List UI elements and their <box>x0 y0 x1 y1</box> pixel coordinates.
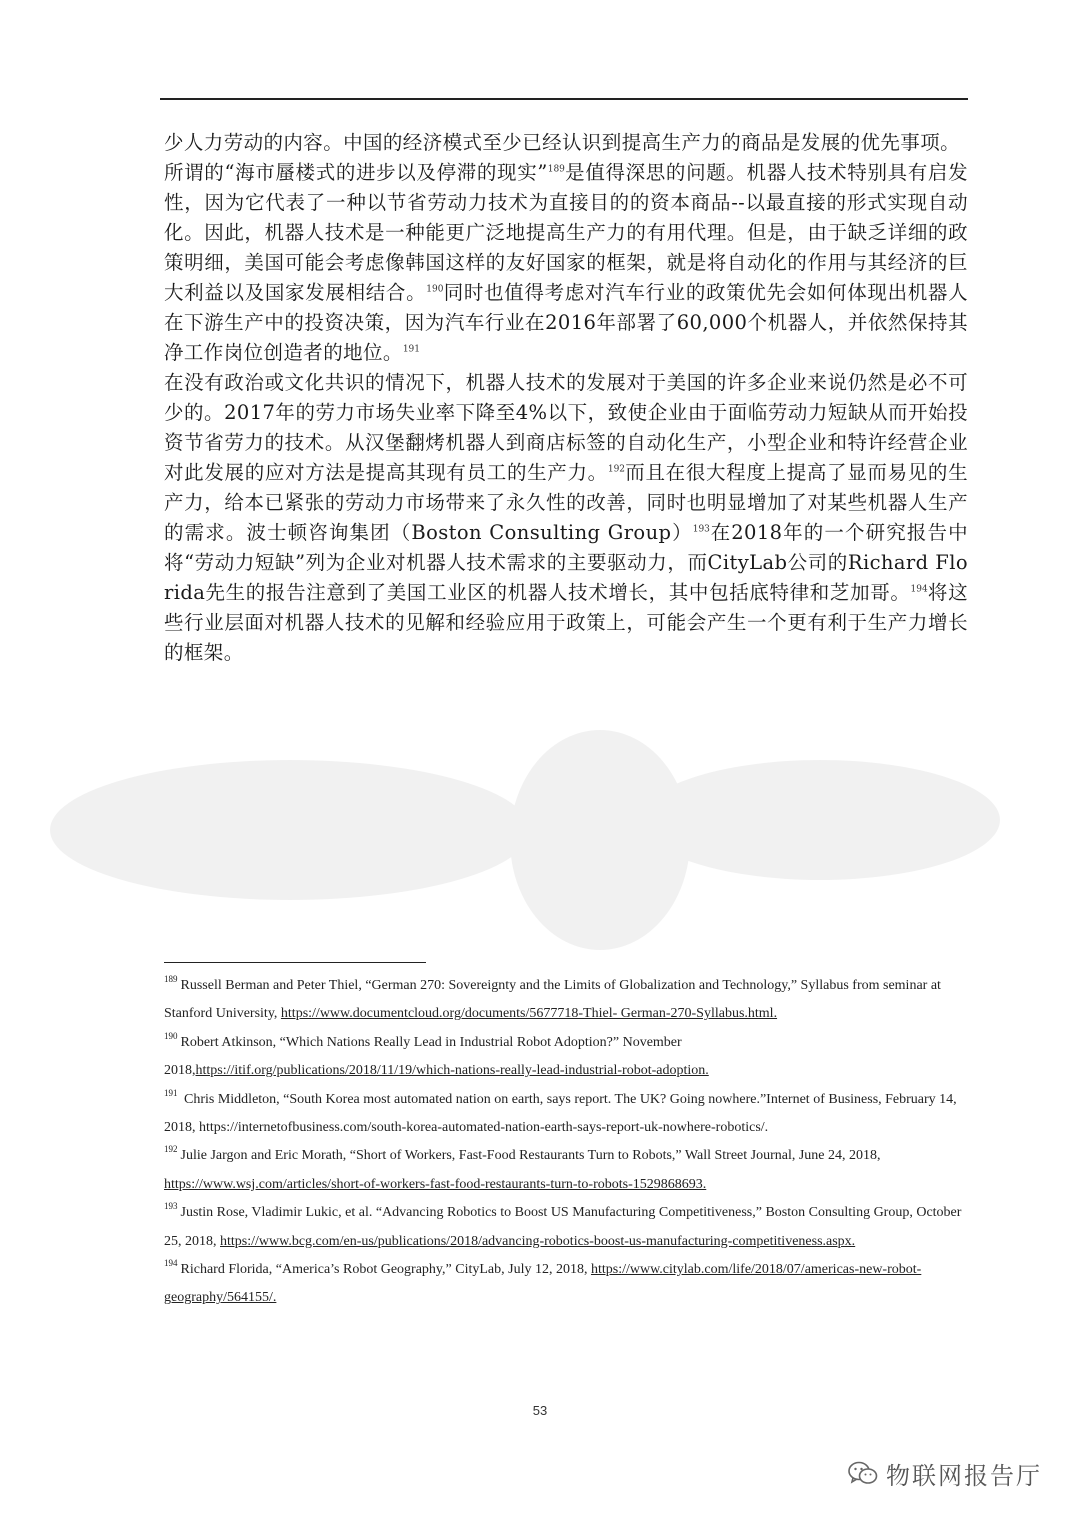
footnote-rule <box>164 962 426 963</box>
wechat-icon <box>848 1461 878 1487</box>
footnote-item <box>164 1029 964 1086</box>
paragraph-text: 所谓的“海市蜃楼式的进步以及停滞的现实” <box>164 161 548 184</box>
paragraph-text: 将这些行业层面对机器人技术的见解和经验应用于政策上，可能会产生一个更有利于生产力增长的框架。 <box>164 581 968 664</box>
paragraph-text: 而且在很大程度上提高了显而易见的生产力，给本已紧张的劳动力市场带来了永久性的改善，同时也明显增加了对某些机器人生产的需求。波士顿咨询集团（Boston Consulting Group） <box>164 461 968 544</box>
paragraph-text: 在没有政治或文化共识的情况下，机器人技术的发展对于美国的许多企业来说仍然是必不可少的。2017年的劳力市场失业率下降至4%以下，致使企业由于面临劳动力短缺从而开始投资节省劳力的技术。从汉堡翻烤机器人到商店标签的自动化生产，小型企业和特许经营企业对此发展的应对方法是提高其现有员工的生产力。 <box>164 371 968 484</box>
footnote-link[interactable]: https://www.documentcloud.org/documents/5677718-Thiel- German-270-Syllabus.html. <box>280 1006 778 1022</box>
footnote-number: 191 <box>164 1087 178 1098</box>
body-paragraph <box>164 128 968 158</box>
footnote-number: 190 <box>164 1030 178 1041</box>
footnote-text: Robert Atkinson, “Which Nations Really Lead in Industrial Robot Adoption?” November 2018, <box>164 1034 682 1079</box>
paragraph-text: 在2018年的一个研究报告中将“劳动力短缺”列为企业对机器人技术需求的主要驱动力，而CityLab公司的Richard Florida先生的报告注意到了美国工业区的机器人技术增长，其中包括底特律和芝加哥。 <box>164 521 968 604</box>
body-paragraph <box>164 158 968 368</box>
footnote-item <box>164 1086 964 1143</box>
paragraph-text: 是值得深思的问题。机器人技术特别具有启发性，因为它代表了一种以节省劳动力技术为直接目的的资本商品--以最直接的形式实现自动化。因此，机器人技术是一种能更广泛地提高生产力的有用代理。但是，由于缺乏详细的政策明细，美国可能会考虑像韩国这样的友好国家的框架，就是将自动化的作用与其经济的巨大利益以及国家发展相结合。 <box>164 161 968 304</box>
background-watermark-graphic <box>40 680 1040 980</box>
footnote-text: Julie Jargon and Eric Morath, “Short of Workers, Fast-Food Restaurants Turn to Robots,” Wall Street Journal, June 24, 2018, <box>180 1148 881 1164</box>
footnote-number: 193 <box>164 1201 178 1212</box>
footnote-text: Richard Florida, “America’s Robot Geography,” CityLab, July 12, 2018, <box>180 1262 591 1278</box>
footnote-item <box>164 1199 964 1256</box>
footnote-item <box>164 1142 964 1199</box>
footnote-reference: 193 <box>692 524 710 535</box>
footnote-number: 194 <box>164 1258 178 1269</box>
footnote-link[interactable]: https://www.wsj.com/articles/short-of-workers-fast-food-restaurants-turn-to-robots-1529868693. <box>164 1176 707 1192</box>
footnote-reference: 189 <box>547 164 565 175</box>
footnote-number: 189 <box>164 974 178 984</box>
footnote-reference: 190 <box>426 284 444 295</box>
footnote-link[interactable]: https://itif.org/publications/2018/11/19/which-nations-really-lead-industrial-robot-adoption. <box>195 1063 709 1079</box>
header-rule <box>160 98 968 100</box>
footnote-text: Justin Rose, Vladimir Lukic, et al. “Advancing Robotics to Boost US Manufacturing Competitiveness,” Boston Consulting Group, October 25, 2018, <box>164 1205 962 1249</box>
footnotes <box>164 972 964 1313</box>
page-number: 53 <box>532 1403 548 1418</box>
body-text <box>164 128 968 668</box>
footnote-text: Russell Berman and Peter Thiel, “German 270: Sovereignty and the Limits of Globalization and Technology,” Syllabus from seminar at Stanford University, <box>164 978 941 1022</box>
footnote-link[interactable]: https://www.bcg.com/en-us/publications/2018/advancing-robotics-boost-us-manufacturing-competitiveness.aspx. <box>220 1233 856 1249</box>
footnote-text: Chris Middleton, “South Korea most automated nation on earth, says report. The UK? Going nowhere.”Internet of Business, February 14, 2018, https://internetofbusiness.com/south-korea-automated-nation-earth-says-report-uk-nowhere-robotics/. <box>164 1091 957 1136</box>
wechat-watermark <box>848 1456 1042 1491</box>
footnote-reference: 191 <box>402 344 420 355</box>
body-paragraph <box>164 368 968 668</box>
footnote-link[interactable]: https://www.citylab.com/life/2018/07/americas-new-robot-geography/564155/. <box>164 1262 922 1306</box>
footnote-item <box>164 972 964 1029</box>
paragraph-text: 少人力劳动的内容。中国的经济模式至少已经认识到提高生产力的商品是发展的优先事项。 <box>164 131 961 154</box>
footnote-item <box>164 1256 964 1313</box>
footnote-reference: 194 <box>910 584 928 595</box>
watermark-text: 物联网报告厅 <box>886 1462 1042 1490</box>
footnote-number: 192 <box>164 1144 178 1155</box>
paragraph-text: 同时也值得考虑对汽车行业的政策优先会如何体现出机器人在下游生产中的投资决策，因为汽车行业在2016年部署了60,000个机器人，并依然保持其净工作岗位创造者的地位。 <box>164 281 969 364</box>
footnote-reference: 192 <box>607 464 626 475</box>
